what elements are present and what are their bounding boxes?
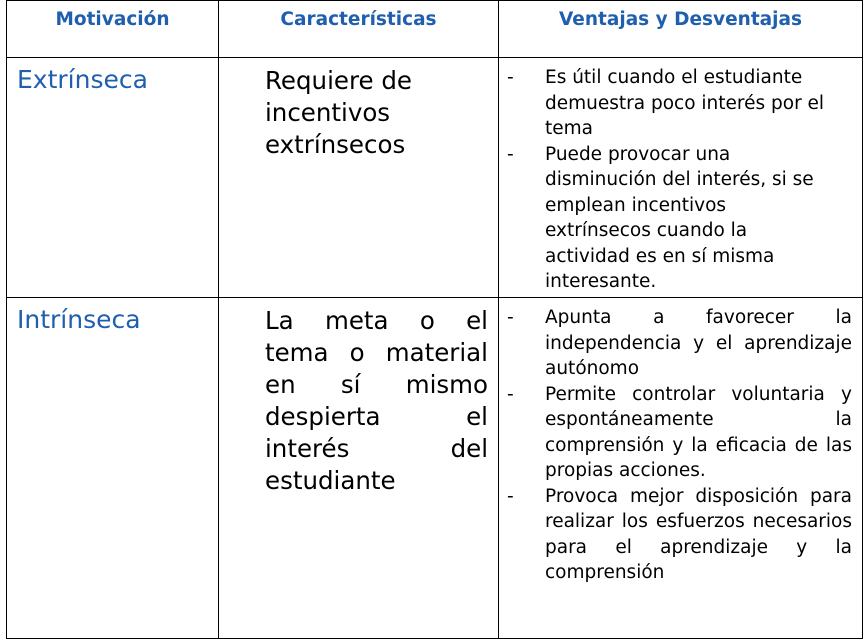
table-row xyxy=(7,298,863,639)
list-item: - Es útil cuando el estudiante demuestra poco interés por el tema xyxy=(507,65,852,142)
table-header-row xyxy=(7,1,863,58)
motivation-table xyxy=(6,0,863,639)
table-row xyxy=(7,58,863,298)
list-item: - Permite controlar voluntaria y espontáneamente la comprensión y la eficacia de las propias acciones. xyxy=(507,382,852,484)
list-item: - Puede provocar una disminución del interés, si se emplean incentivos extrínsecos cuando la actividad es en sí misma interesante. xyxy=(507,142,852,295)
advantages-cell xyxy=(499,298,863,639)
advantages-list xyxy=(507,65,852,295)
characteristics-text: La meta o el tema o material en sí mismo despierta el interés del estudiante xyxy=(265,306,488,495)
header-ventajas-desventajas: Ventajas y Desventajas xyxy=(499,1,863,58)
list-item: - Apunta a favorecer la independencia y el aprendizaje autónomo xyxy=(507,305,852,382)
motivation-type-cell: Intrínseca xyxy=(7,298,219,639)
header-motivacion: Motivación xyxy=(7,1,219,58)
characteristics-cell xyxy=(219,58,499,298)
motivation-type-cell: Extrínseca xyxy=(7,58,219,298)
characteristics-cell xyxy=(219,298,499,639)
advantages-list xyxy=(507,305,852,586)
advantages-cell xyxy=(499,58,863,298)
header-caracteristicas: Características xyxy=(219,1,499,58)
characteristics-text: Requiere de incentivos extrínsecos xyxy=(265,66,412,159)
list-item: - Provoca mejor disposición para realizar los esfuerzos necesarios para el aprendizaje y la comprensión xyxy=(507,484,852,586)
